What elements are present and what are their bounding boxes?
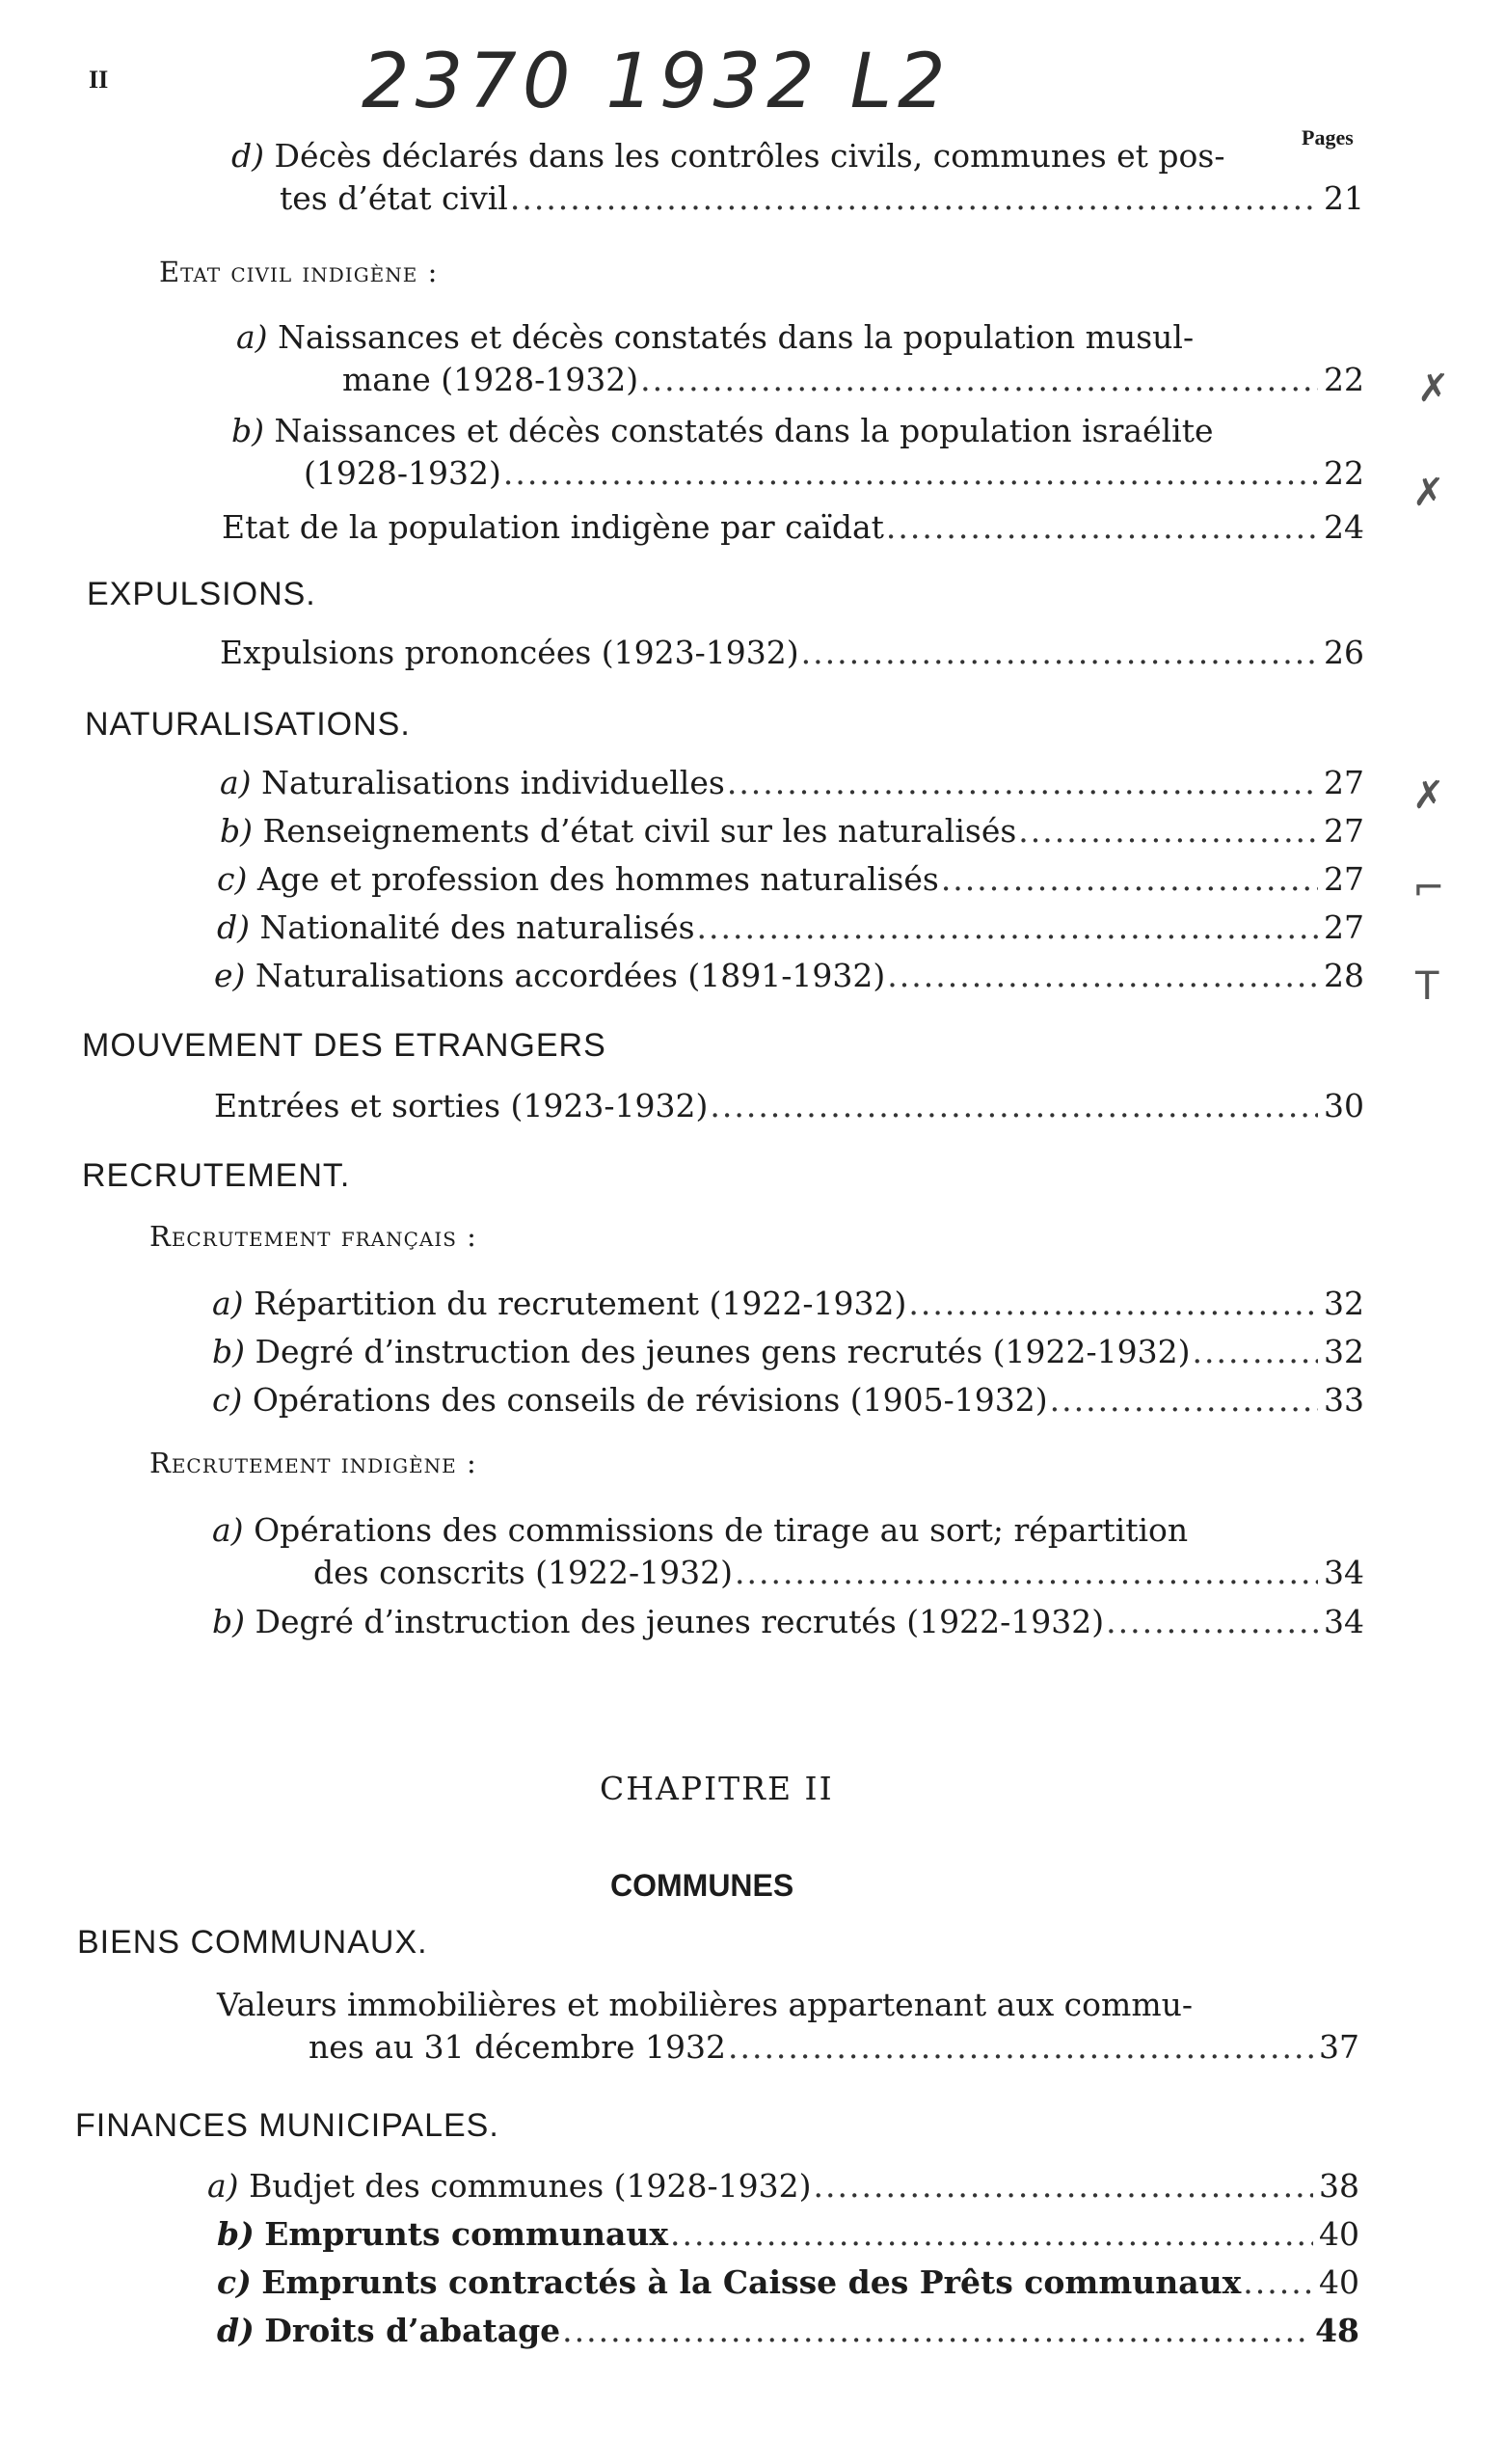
toc-entry-naturalisation-e: e) Naturalisations accordées (1891-1932) ..... 28 bbox=[214, 955, 1364, 997]
toc-entry-recrutement-fr-c: c) Opérations des conseils de révisions (1905-1932) ..... 33 bbox=[212, 1379, 1364, 1422]
toc-entry-naissances-israelite: b) Naissances et décès constatés dans la population israélite (1928-1932) ..... 22 bbox=[231, 410, 1364, 495]
subsection-heading-recrutement-francais: Recrutement français : bbox=[149, 1220, 477, 1253]
entry-text-line2: tes d’état civil bbox=[280, 179, 508, 217]
handwritten-annotation: 2370 1932 L2 bbox=[362, 39, 952, 125]
page-number-roman: II bbox=[89, 66, 109, 94]
toc-entry-recrutement-ind-a: a) Opérations des commissions de tirage au sort; répartition des conscrits (1922-1932) ..... 34 bbox=[212, 1509, 1364, 1594]
section-heading-finances-municipales: FINANCES MUNICIPALES. bbox=[75, 2107, 499, 2144]
toc-entry-valeurs-communes: Valeurs immobilières et mobilières appartenant aux commu- nes au 31 décembre 1932 ..... 37 bbox=[217, 1984, 1359, 2069]
entry-page: 22 bbox=[1324, 361, 1364, 398]
section-heading-biens-communaux: BIENS COMMUNAUX. bbox=[77, 1924, 428, 1961]
toc-entry-expulsions: Expulsions prononcées (1923-1932) ..... 26 bbox=[220, 632, 1364, 674]
toc-entry-population-caidat: Etat de la population indigène par caïdat ..... 24 bbox=[222, 506, 1364, 549]
section-heading-recrutement: RECRUTEMENT. bbox=[82, 1157, 351, 1194]
toc-entry-deces-civils bbox=[231, 135, 1364, 220]
toc-entry-recrutement-ind-b: b) Degré d’instruction des jeunes recrutés (1922-1932) ..... 34 bbox=[212, 1601, 1364, 1643]
toc-entry-finances-b: b) Emprunts communaux ..... 40 bbox=[217, 2213, 1359, 2256]
toc-entry-naturalisation-a: a) Naturalisations individuelles ..... 27 bbox=[220, 762, 1364, 804]
pages-column-label: Pages bbox=[1302, 125, 1354, 149]
toc-entry-recrutement-fr-a: a) Répartition du recrutement (1922-1932) ..... 32 bbox=[212, 1283, 1364, 1325]
toc-entry-naturalisation-c: c) Age et profession des hommes naturalisés ..... 27 bbox=[217, 858, 1364, 901]
entry-page: 26 bbox=[1324, 634, 1364, 671]
toc-entry-recrutement-fr-b: b) Degré d’instruction des jeunes gens recrutés (1922-1932) ..... 32 bbox=[212, 1331, 1364, 1373]
entry-page: 24 bbox=[1324, 508, 1364, 546]
section-heading-etrangers: MOUVEMENT DES ETRANGERS bbox=[82, 1027, 606, 1064]
chapter-title: COMMUNES bbox=[610, 1868, 794, 1903]
margin-tick-mark: T bbox=[1415, 964, 1439, 1009]
chapter-label: CHAPITRE II bbox=[600, 1770, 834, 1807]
margin-cross-mark: ✗ bbox=[1412, 773, 1445, 818]
toc-entry-finances-a: a) Budjet des communes (1928-1932) ..... 38 bbox=[207, 2165, 1359, 2207]
entry-page: 21 bbox=[1324, 179, 1364, 217]
margin-cross-mark: ✗ bbox=[1412, 471, 1445, 515]
section-heading-etat-civil-indigene: Etat civil indigène : bbox=[159, 256, 439, 288]
toc-entry-finances-c: c) Emprunts contractés à la Caisse des Prêts communaux ..... 40 bbox=[217, 2261, 1359, 2304]
toc-entry-naissances-musulmane: a) Naissances et décès constatés dans la population musul- mane (1928-1932) ..... 22 bbox=[236, 316, 1364, 401]
toc-entry-naturalisation-b: b) Renseignements d’état civil sur les naturalisés ..... 27 bbox=[220, 810, 1364, 853]
entry-text-line1: Décès déclarés dans les contrôles civils, communes et pos- bbox=[274, 137, 1225, 175]
entry-page: 22 bbox=[1324, 454, 1364, 492]
entry-page: 30 bbox=[1324, 1087, 1364, 1124]
toc-entry-entrees-sorties: Entrées et sorties (1923-1932) ..... 30 bbox=[214, 1085, 1364, 1127]
section-heading-naturalisations: NATURALISATIONS. bbox=[85, 706, 411, 743]
toc-entry-finances-d: d) Droits d’abatage ..... 48 bbox=[217, 2310, 1359, 2352]
toc-entry-naturalisation-d: d) Nationalité des naturalisés ..... 27 bbox=[217, 907, 1364, 949]
margin-cross-mark: ✗ bbox=[1417, 366, 1450, 411]
margin-tick-mark: ⌐ bbox=[1412, 866, 1445, 910]
section-heading-expulsions: EXPULSIONS. bbox=[87, 576, 316, 612]
subsection-heading-recrutement-indigene: Recrutement indigène : bbox=[149, 1447, 477, 1479]
entry-label: d) bbox=[231, 137, 264, 175]
